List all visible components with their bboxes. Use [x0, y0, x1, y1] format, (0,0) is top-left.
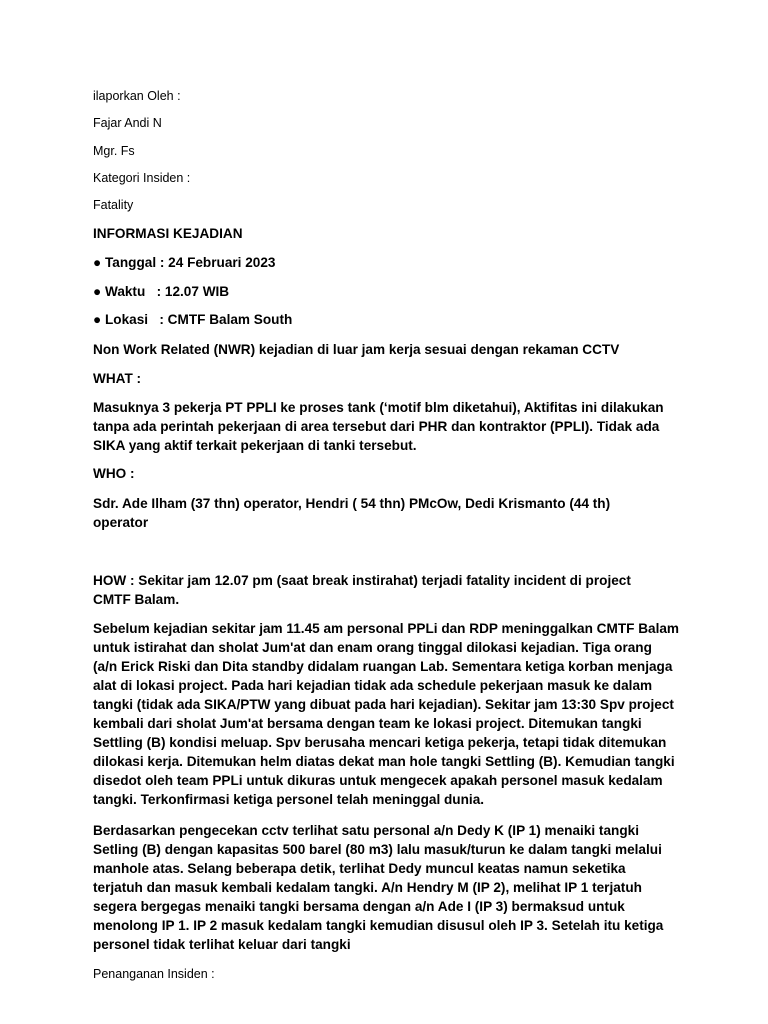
narrative-line: kembali dari sholat Jum'at bersama dengan team ke lokasi project. Ditemukan tangki — [93, 716, 642, 731]
who-paragraph — [93, 494, 683, 532]
info-time: ● Waktu : 12.07 WIB — [93, 284, 230, 299]
cctv-line: Berdasarkan pengecekan cctv terlihat satu personal a/n Dedy K (IP 1) menaiki tangki — [93, 823, 639, 838]
info-location: ● Lokasi : CMTF Balam South — [93, 312, 293, 327]
narrative-line: Sebelum kejadian sekitar jam 11.45 am personal PPLi dan RDP meninggalkan CMTF Balam — [93, 621, 679, 636]
narrative-line: untuk istirahat dan sholat Jum'at dan enam orang tinggal dilokasi kejadian. Tiga orang — [93, 640, 652, 655]
how-line: CMTF Balam. — [93, 592, 180, 607]
cctv-line: menolong IP 1. IP 2 masuk kedalam tangki kemudian disusul oleh IP 3. Setelah itu ketiga — [93, 918, 664, 933]
nwr-note: Non Work Related (NWR) kejadian di luar jam kerja sesuai dengan rekaman CCTV — [93, 342, 620, 357]
narrative-line: (a/n Erick Riski dan Dita standby didalam ruangan Lab. Sementara ketiga korban menjaga — [93, 659, 673, 674]
what-line: SIKA yang aktif terkait pekerjaan di tanki tersebut. — [93, 438, 417, 453]
what-line: tanpa ada perintah pekerjaan di area tersebut dari PHR dan kontraktor (PPLI). Tidak ada — [93, 419, 660, 434]
what-line: Masuknya 3 pekerja PT PPLI ke proses tank (‘motif blm diketahui), Aktifitas ini dilakukan — [93, 400, 664, 415]
incident-narrative-paragraph — [93, 619, 683, 809]
cctv-findings-paragraph — [93, 821, 683, 954]
how-paragraph — [93, 571, 683, 609]
reporter-title: Mgr. Fs — [93, 144, 135, 158]
cctv-line: terjatuh dan masuk kembali kedalam tangki. A/n Hendry M (IP 2), melihat IP 1 terjatuh — [93, 880, 642, 895]
info-heading: INFORMASI KEJADIAN — [93, 226, 243, 241]
who-line: Sdr. Ade Ilham (37 thn) operator, Hendri ( 54 thn) PMcOw, Dedi Krismanto (44 th) — [93, 496, 611, 511]
cctv-line: manhole atas. Selang beberapa detik, terlihat Dedy muncul keatas namun seketika — [93, 861, 626, 876]
info-date: ● Tanggal : 24 Februari 2023 — [93, 255, 276, 270]
reporter-name: Fajar Andi N — [93, 116, 162, 130]
narrative-line: alat di lokasi project. Pada hari kejadian tidak ada schedule pekerjaan masuk ke dalam — [93, 678, 653, 693]
what-paragraph — [93, 398, 683, 455]
what-label: WHAT : — [93, 371, 142, 386]
cctv-line: Setling (B) dengan kapasitas 500 barel (80 m3) lalu masuk/turun ke dalam tangki melalui — [93, 842, 662, 857]
cctv-line: segera bergegas menaiki tangki bersama dengan a/n Ade I (IP 3) bermaksud untuk — [93, 899, 625, 914]
narrative-line: disedot oleh team PPLi untuk dikuras untuk mengecek apakah personel masuk kedalam — [93, 773, 663, 788]
cctv-line: personel tidak terlihat keluar dari tangki — [93, 937, 351, 952]
narrative-line: tangki. Terkonfirmasi ketiga personel telah meninggal dunia. — [93, 792, 485, 807]
how-line: HOW : Sekitar jam 12.07 pm (saat break instirahat) terjadi fatality incident di project — [93, 573, 631, 588]
handling-label: Penanganan Insiden : — [93, 967, 215, 981]
narrative-line: dilokasi kerja. Ditemukan helm diatas dekat man hole tangki Settling (B). Kemudian tangki — [93, 754, 675, 769]
who-line: operator — [93, 515, 149, 530]
reported-by-label: ilaporkan Oleh : — [93, 89, 181, 103]
narrative-line: tangki (tidak ada SIKA/PTW yang dibuat pada hari kejadian). Sekitar jam 13:30 Spv project — [93, 697, 674, 712]
narrative-line: Settling (B) kondisi meluap. Spv berusaha mencari ketiga pekerja, tetapi tidak ditemukan — [93, 735, 667, 750]
category-label: Kategori Insiden : — [93, 171, 191, 185]
category-value: Fatality — [93, 198, 134, 212]
who-label: WHO : — [93, 466, 135, 481]
